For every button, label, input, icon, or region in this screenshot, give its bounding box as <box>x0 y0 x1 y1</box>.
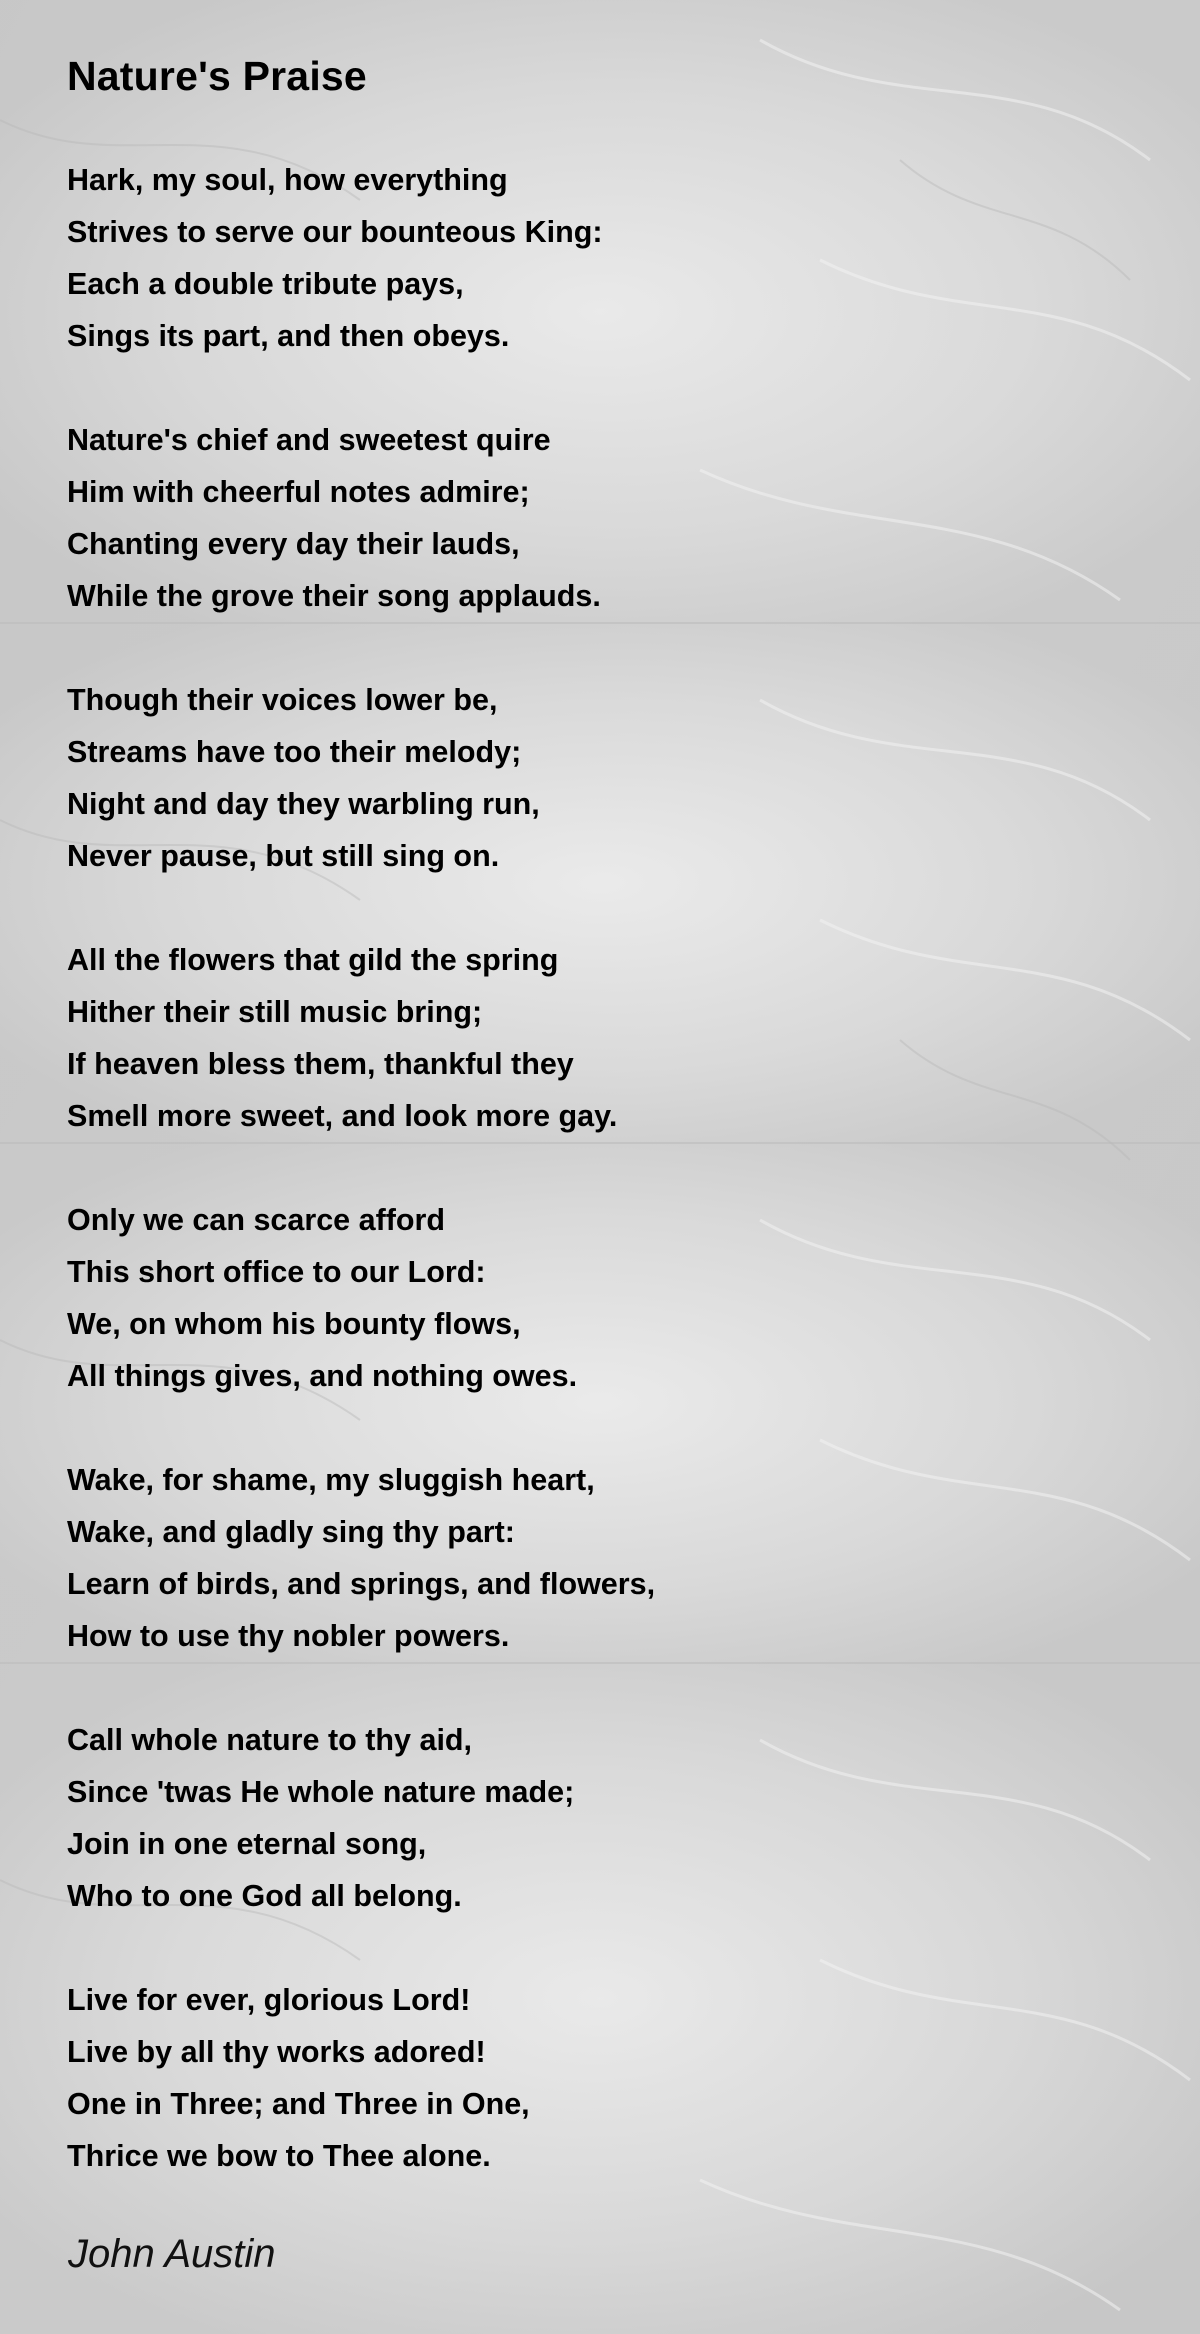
poem-line: Hither their still music bring; <box>67 995 483 1029</box>
poem-line: Who to one God all belong. <box>67 1879 462 1913</box>
poem-line: Chanting every day their lauds, <box>67 527 520 561</box>
stanza <box>67 154 1147 362</box>
poem-line: Him with cheerful notes admire; <box>67 475 530 509</box>
poem-line: Streams have too their melody; <box>67 735 522 769</box>
stanza <box>67 414 1147 622</box>
poem-line: Learn of birds, and springs, and flowers, <box>67 1567 656 1601</box>
poem-line: We, on whom his bounty flows, <box>67 1307 521 1341</box>
poem-line: Thrice we bow to Thee alone. <box>67 2139 491 2173</box>
poem-line: Join in one eternal song, <box>67 1827 427 1861</box>
poem-line: If heaven bless them, thankful they <box>67 1047 574 1081</box>
poem-line: Wake, for shame, my sluggish heart, <box>67 1463 595 1497</box>
poem-line: Nature's chief and sweetest quire <box>67 423 551 457</box>
poem-line: Never pause, but still sing on. <box>67 839 500 873</box>
poem-line: Live by all thy works adored! <box>67 2035 486 2069</box>
poem-title: Nature's Praise <box>67 53 367 99</box>
stanza <box>67 1194 1147 1402</box>
poem-line: All the flowers that gild the spring <box>67 943 559 977</box>
poem-line: Hark, my soul, how everything <box>67 163 508 197</box>
poem-line: Wake, and gladly sing thy part: <box>67 1515 515 1549</box>
poem-line: While the grove their song applauds. <box>67 579 601 613</box>
poem-line: All things gives, and nothing owes. <box>67 1359 578 1393</box>
stanza <box>67 1974 1147 2182</box>
stanza <box>67 674 1147 882</box>
poem-line: Live for ever, glorious Lord! <box>67 1983 471 2017</box>
stanza <box>67 1454 1147 1662</box>
stanza <box>67 934 1147 1142</box>
poem-line: Though their voices lower be, <box>67 683 498 717</box>
poem-line: Sings its part, and then obeys. <box>67 319 510 353</box>
poem-line: One in Three; and Three in One, <box>67 2087 530 2121</box>
poem-line: How to use thy nobler powers. <box>67 1619 510 1653</box>
poem-line: Smell more sweet, and look more gay. <box>67 1099 618 1133</box>
poem-author: John Austin <box>68 2232 276 2276</box>
stanza <box>67 1714 1147 1922</box>
poem-body <box>67 50 1147 2234</box>
poem-line: Only we can scarce afford <box>67 1203 446 1237</box>
poem-line: This short office to our Lord: <box>67 1255 486 1289</box>
poem-line: Call whole nature to thy aid, <box>67 1723 473 1757</box>
poem-line: Since 'twas He whole nature made; <box>67 1775 575 1809</box>
poem-line: Night and day they warbling run, <box>67 787 540 821</box>
poem-line: Strives to serve our bounteous King: <box>67 215 603 249</box>
poem-line: Each a double tribute pays, <box>67 267 464 301</box>
